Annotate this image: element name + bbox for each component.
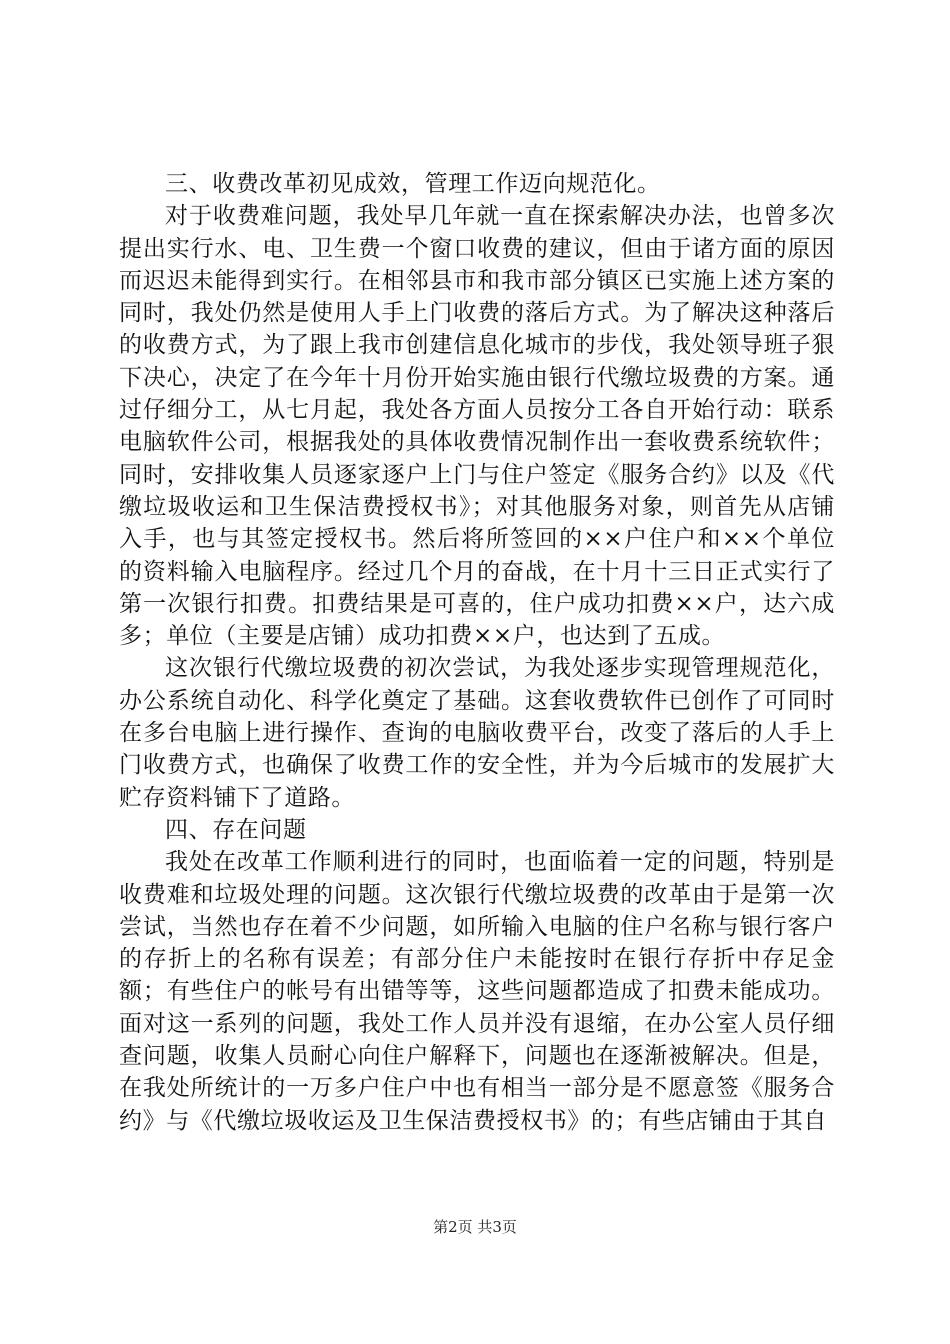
body-paragraph: 对于收费难问题，我处早几年就一直在探索解决办法，也曾多次提出实行水、电、卫生费一个窗口收费的建议，但由于诸方面的原因而迟迟未能得到实行。在相邻县市和我市部分镇区已实施上述方案的同时，我处仍然是使用人手上门收费的落后方式。为了解决这种落后的收费方式，为了跟上我市创建信息化城市的步伐，我处领导班子狠下决心，决定了在今年十月份开始实施由银行代缴垃圾费的方案。通过仔细分工，从七月起，我处各方面人员按分工各自开始行动：联系电脑软件公司，根据我处的具体收费情况制作出一套收费系统软件；同时，安排收集人员逐家逐户上门与住户签定《服务合约》以及《代缴垃圾收运和卫生保洁费授权书》；对其他服务对象，则首先从店铺入手，也与其签定授权书。然后将所签回的××户住户和××个单位的资料输入电脑程序。经过几个月的奋战，在十月十三日正式实行了第一次银行扣费。扣费结果是可喜的，住户成功扣费××户，达六成多；单位（主要是店铺）成功扣费××户，也达到了五成。 (119, 203, 835, 650)
document-body (119, 168, 835, 1137)
body-paragraph: 我处在改革工作顺利进行的同时，也面临着一定的问题，特别是收费难和垃圾处理的问题。这次银行代缴垃圾费的改革由于是第一次尝试，当然也存在着不少问题，如所输入电脑的住户名称与银行客户的存折上的名称有误差；有部分住户未能按时在银行存折中存足金额；有些住户的帐号有出错等等，这些问题都造成了扣费未能成功。面对这一系列的问题，我处工作人员并没有退缩，在办公室人员仔细查问题，收集人员耐心向住户解释下，问题也在逐渐被解决。但是，在我处所统计的一万多户住户中也有相当一部分是不愿意签《服务合约》与《代缴垃圾收运及卫生保洁费授权书》的；有些店铺由于其自 (119, 849, 835, 1134)
section-heading-4: 四、存在问题 (165, 816, 307, 843)
section-heading-3: 三、收费改革初见成效，管理工作迈向规范化。 (165, 171, 661, 197)
body-paragraph: 这次银行代缴垃圾费的初次尝试，为我处逐步实现管理规范化，办公系统自动化、科学化奠定了基础。这套收费软件已创作了可同时在多台电脑上进行操作、查询的电脑收费平台，改变了落后的人手上门收费方式，也确保了收费工作的安全性，并为今后城市的发展扩大贮存资料铺下了道路。 (119, 655, 835, 811)
page-footer: 第2页 共3页 (433, 1218, 517, 1236)
